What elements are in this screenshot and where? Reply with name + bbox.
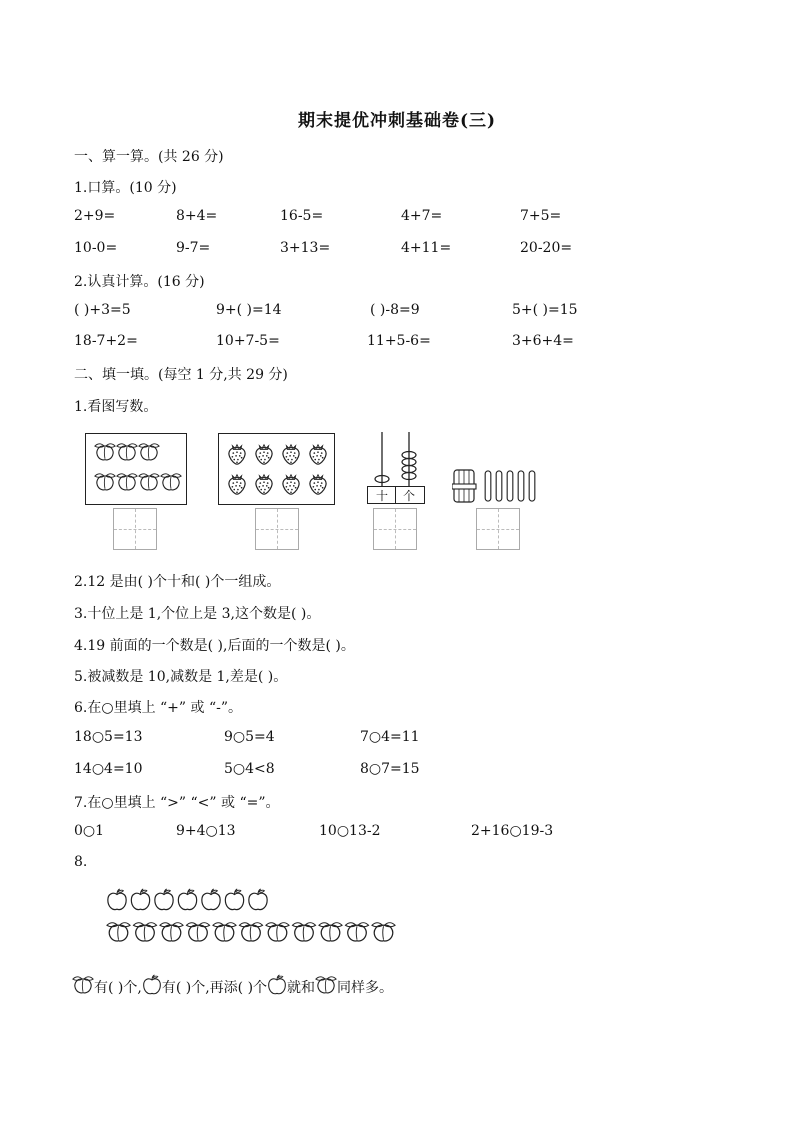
q1-look-write-heading: 1.看图写数。 xyxy=(74,399,158,415)
math-item: 9-7= xyxy=(176,240,211,256)
stick-bundle-icon xyxy=(452,470,476,502)
q8-text-a: 有( )个, xyxy=(94,980,142,996)
abacus-rods xyxy=(365,430,425,486)
peach-icon xyxy=(72,974,94,996)
abacus-tens-label: 十 xyxy=(376,489,389,503)
q2-tens-ones: 2.12 是由( )个十和( )个一组成。 xyxy=(74,574,281,590)
apple-icon xyxy=(202,889,220,910)
q2-heading: 2.认真计算。(16 分) xyxy=(74,274,205,290)
q6-heading: 6.在○里填上 “+” 或 “-”。 xyxy=(74,700,243,716)
strawberry-icon xyxy=(256,475,272,494)
operator-item: 5○4<8 xyxy=(224,761,275,777)
answer-box[interactable] xyxy=(476,508,520,550)
math-item: 3+13= xyxy=(280,240,331,256)
operator-item: 7○4=11 xyxy=(360,729,420,745)
calc-item: ( )-8=9 xyxy=(370,302,420,318)
apple-icon xyxy=(131,889,149,910)
mental-math-row-1 xyxy=(74,208,694,228)
calc-row-2 xyxy=(74,333,694,353)
peach-icon xyxy=(117,474,137,490)
counting-sticks-illustration xyxy=(452,466,542,506)
peach-group-illustration xyxy=(92,439,182,499)
abacus-ones-label: 个 xyxy=(403,489,416,503)
stick-icon xyxy=(507,471,513,501)
q1-heading: 1.口算。(10 分) xyxy=(74,180,177,196)
operator-item: 18○5=13 xyxy=(74,729,143,745)
math-item: 8+4= xyxy=(176,208,218,224)
compare-item: 9+4○13 xyxy=(176,823,236,839)
peach-icon xyxy=(95,474,115,490)
q8-text-c: 就和 xyxy=(287,980,316,996)
peach-icon xyxy=(315,974,337,996)
strawberry-picture-frame xyxy=(218,433,335,505)
math-item: 20-20= xyxy=(520,240,573,256)
math-item: 4+7= xyxy=(401,208,443,224)
mental-math-row-2 xyxy=(74,240,694,260)
q3-place-value: 3.十位上是 1,个位上是 3,这个数是( )。 xyxy=(74,606,321,622)
math-item: 16-5= xyxy=(280,208,324,224)
math-item: 2+9= xyxy=(74,208,116,224)
peach-icon xyxy=(266,923,289,941)
q4-before-after: 4.19 前面的一个数是( ),后面的一个数是( )。 xyxy=(74,638,355,654)
answer-box[interactable] xyxy=(255,508,299,550)
operator-item: 8○7=15 xyxy=(360,761,420,777)
apple-icon xyxy=(142,974,162,996)
q8-text-d: 同样多。 xyxy=(337,980,394,996)
q7-heading: 7.在○里填上 “>” “<” 或 “=”。 xyxy=(74,795,280,811)
peach-row-illustration xyxy=(106,920,406,946)
peach-icon xyxy=(161,474,181,490)
q5-difference: 5.被减数是 10,减数是 1,差是( )。 xyxy=(74,669,288,685)
calc-item: 10+7-5= xyxy=(216,333,280,349)
apple-icon xyxy=(267,974,287,996)
peach-icon xyxy=(319,923,342,941)
peach-icon xyxy=(117,444,137,460)
compare-row xyxy=(74,823,694,843)
page-title: 期末提优冲刺基础卷(三) xyxy=(297,111,497,131)
stick-icon xyxy=(485,471,491,501)
peach-icon xyxy=(160,923,183,941)
apple-icon xyxy=(249,889,267,910)
peach-icon xyxy=(95,444,115,460)
section-2-heading: 二、填一填。(每空 1 分,共 29 分) xyxy=(74,367,288,383)
calc-item: 5+( )=15 xyxy=(512,302,578,318)
answer-box[interactable] xyxy=(373,508,417,550)
abacus-illustration xyxy=(365,430,425,504)
peach-picture-frame xyxy=(85,433,187,505)
apple-icon xyxy=(155,889,173,910)
compare-item: 0○1 xyxy=(74,823,105,839)
operator-row-1 xyxy=(74,729,694,749)
strawberry-icon xyxy=(283,445,299,464)
q8-text-b: 有( )个,再添( )个 xyxy=(161,980,268,996)
calc-item: 9+( )=14 xyxy=(216,302,282,318)
compare-item: 10○13-2 xyxy=(319,823,381,839)
abacus-place-labels xyxy=(367,486,425,504)
operator-row-2 xyxy=(74,761,694,781)
stick-icon xyxy=(496,471,502,501)
strawberry-icon xyxy=(229,475,245,494)
q8-sentence xyxy=(72,974,393,997)
q8-heading: 8. xyxy=(74,854,88,870)
stick-icon xyxy=(518,471,524,501)
operator-item: 14○4=10 xyxy=(74,761,143,777)
apple-icon xyxy=(225,889,243,910)
peach-icon xyxy=(292,923,315,941)
apple-icon xyxy=(178,889,196,910)
math-item: 4+11= xyxy=(401,240,452,256)
math-item: 7+5= xyxy=(520,208,562,224)
peach-icon xyxy=(133,923,156,941)
calc-item: 11+5-6= xyxy=(367,333,431,349)
answer-box[interactable] xyxy=(113,508,157,550)
math-item: 10-0= xyxy=(74,240,118,256)
calc-item: 18-7+2= xyxy=(74,333,138,349)
calc-item: ( )+3=5 xyxy=(74,302,131,318)
peach-icon xyxy=(239,923,262,941)
strawberry-icon xyxy=(229,445,245,464)
strawberry-icon xyxy=(283,475,299,494)
strawberry-group-illustration xyxy=(223,440,331,500)
strawberry-icon xyxy=(256,445,272,464)
strawberry-icon xyxy=(310,475,326,494)
operator-item: 9○5=4 xyxy=(224,729,275,745)
peach-icon xyxy=(213,923,236,941)
peach-icon xyxy=(139,444,159,460)
calc-row-1 xyxy=(74,302,694,322)
compare-item: 2+16○19-3 xyxy=(471,823,554,839)
section-1-heading: 一、算一算。(共 26 分) xyxy=(74,149,224,165)
peach-icon xyxy=(186,923,209,941)
apple-row-illustration xyxy=(106,888,306,914)
peach-icon xyxy=(107,923,130,941)
peach-icon xyxy=(139,474,159,490)
stick-icon xyxy=(529,471,535,501)
calc-item: 3+6+4= xyxy=(512,333,574,349)
strawberry-icon xyxy=(310,445,326,464)
peach-icon xyxy=(345,923,368,941)
apple-icon xyxy=(108,889,126,910)
peach-icon xyxy=(372,923,395,941)
